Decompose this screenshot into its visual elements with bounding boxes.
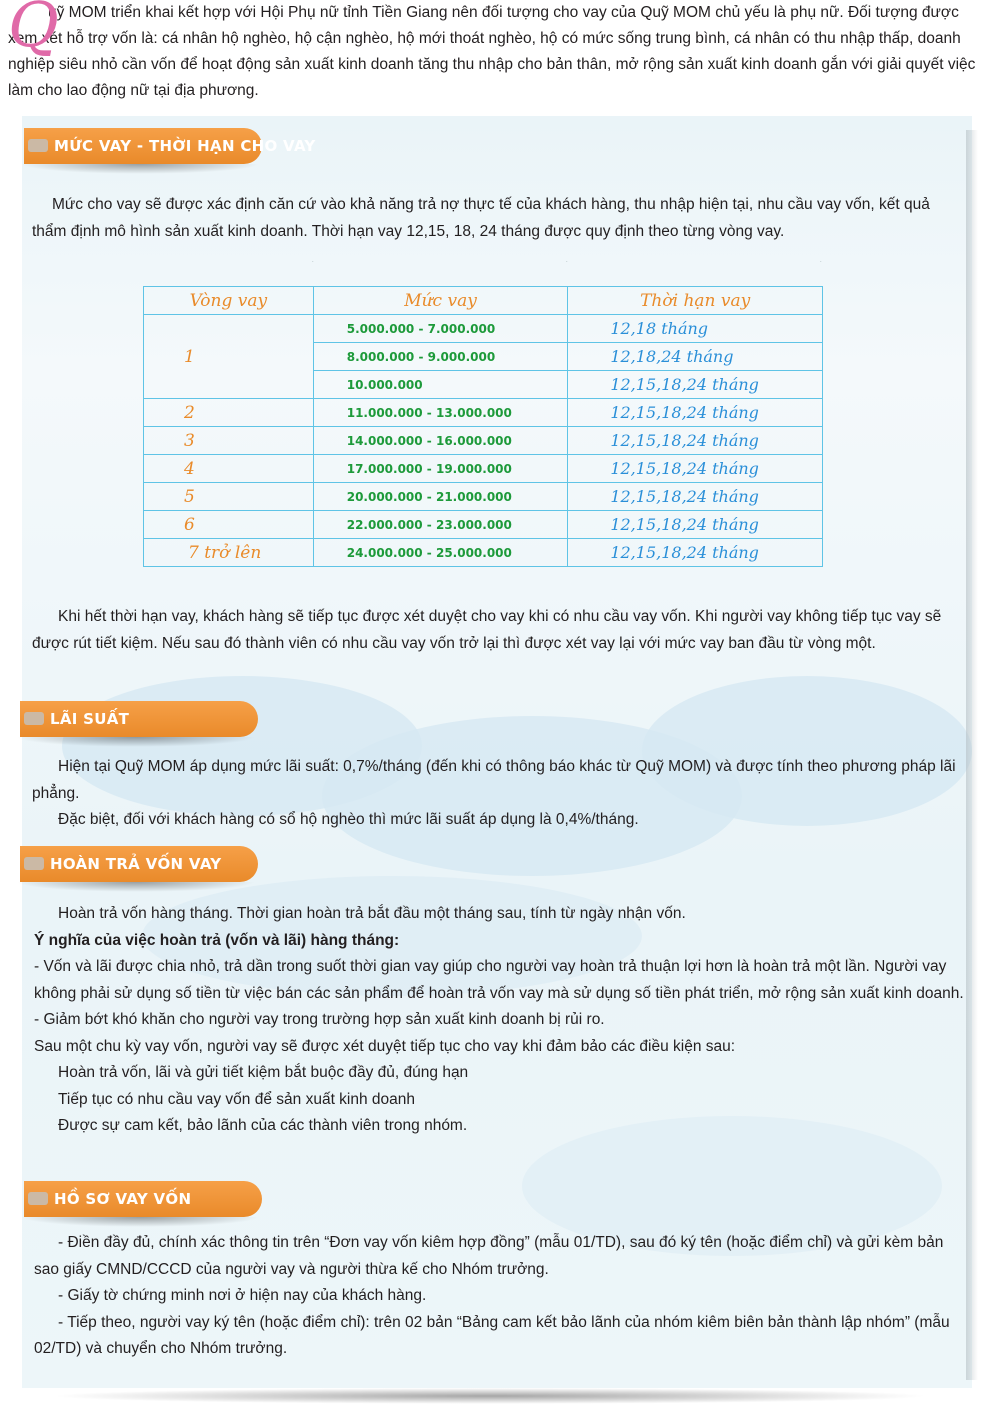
table-header-row xyxy=(144,287,823,315)
amount-cell: 5.000.000 - 7.000.000 xyxy=(313,315,568,343)
tab-nub xyxy=(28,139,48,152)
term-cell: 12,18,24 tháng xyxy=(568,343,823,371)
term-cell: 12,15,18,24 tháng xyxy=(568,511,823,539)
intro-block xyxy=(8,0,990,104)
loan-amount-paragraph: Mức cho vay sẽ được xác định căn cứ vào khả năng trả nợ thực tế của khách hàng, thu nhập hiện tại, nhu cầu vay vốn, kết quả thẩm định mô hình sản xuất kinh doanh. Thời hạn vay 12,15, 18, 24 tháng được quy định theo từng vòng vay. xyxy=(32,196,930,240)
intro-paragraph: uỹ MOM triển khai kết hợp với Hội Phụ nữ tỉnh Tiền Giang nên đối tượng cho vay của Quỹ MOM chủ yếu là phụ nữ. Đối tượng được xem xét hỗ trợ vốn là: cá nhân hộ nghèo, hộ cận nghèo, hộ mới thoát nghèo, hộ có mức sống trung bình, cá nhân có thu nhập thấp, doanh nghiệp siêu nhỏ cần vốn để hoạt động sản xuất kinh doanh tăng thu nhập cho bản thân, mở rộng sản xuất kinh doanh gắn với giải quyết việc làm cho lao động nữ tại địa phương. xyxy=(8,4,976,99)
term-cell: 12,18 tháng xyxy=(568,315,823,343)
amount-cell: 22.000.000 - 23.000.000 xyxy=(313,511,568,539)
table-row xyxy=(144,539,823,567)
section-title: HOÀN TRẢ VỐN VAY xyxy=(50,855,222,873)
column-header: Mức vay xyxy=(313,287,568,315)
amount-cell: 14.000.000 - 16.000.000 xyxy=(313,427,568,455)
round-cell: 6 xyxy=(144,511,314,539)
tab-nub xyxy=(28,1192,48,1205)
round-cell: 4 xyxy=(144,455,314,483)
section-title: MỨC VAY - THỜI HẠN CHO VAY xyxy=(54,137,316,155)
table-row xyxy=(144,399,823,427)
round-cell: 2 xyxy=(144,399,314,427)
amount-cell: 11.000.000 - 13.000.000 xyxy=(313,399,568,427)
panel-shadow xyxy=(966,130,978,1380)
tab-nub xyxy=(24,712,44,725)
section-header-loan-amount xyxy=(24,128,316,164)
documents-paragraphs: - Điền đầy đủ, chính xác thông tin trên “Đơn vay vốn kiêm hợp đồng” (mẫu 01/TD), sau đó ký tên (hoặc điểm chỉ) và gửi kèm bản sao giấy CMND/CCCD của người vay và người thừa kế cho Nhóm trưởng. - Giấy tờ chứng minh nơi ở hiện nay của khách hàng. - Tiếp theo, người vay ký tên (hoặc điểm chỉ): trên 02 bản “Bảng cam kết bảo lãnh của nhóm kiêm biên bản thành lập nhóm” (mẫu 02/TD) và chuyển cho Nhóm trưởng. xyxy=(34,1234,950,1357)
round-cell: 5 xyxy=(144,483,314,511)
section-title: HỒ SƠ VAY VỐN xyxy=(54,1190,192,1208)
after-table-paragraph: Khi hết thời hạn vay, khách hàng sẽ tiếp tục được xét duyệt cho vay khi có nhu cầu vay vốn. Khi người vay không tiếp tục vay sẽ được rút tiết kiệm. Nếu sau đó thành viên có nhu cầu vay vốn trở lại thì được xét vay lại với mức vay ban đầu từ vòng một. xyxy=(32,608,942,652)
column-header: Thời hạn vay xyxy=(568,287,823,315)
term-cell: 12,15,18,24 tháng xyxy=(568,399,823,427)
term-cell: 12,15,18,24 tháng xyxy=(568,371,823,399)
term-cell: 12,15,18,24 tháng xyxy=(568,483,823,511)
round-cell: 3 xyxy=(144,427,314,455)
term-cell: 12,15,18,24 tháng xyxy=(568,539,823,567)
interest-paragraphs: Hiện tại Quỹ MOM áp dụng mức lãi suất: 0,7%/tháng (đến khi có thông báo khác từ Quỹ MOM) và được tính theo phương pháp lãi phẳng. Đặc biệt, đối với khách hàng có sổ hộ nghèo thì mức lãi suất áp dụng là 0,4%/tháng. xyxy=(32,758,956,828)
round-cell: 7 trở lên xyxy=(144,539,314,567)
section-header-repayment xyxy=(20,846,258,882)
tab-shadow xyxy=(16,737,256,747)
drop-cap: Q xyxy=(8,0,59,61)
section-header-interest xyxy=(20,701,258,737)
section-header-loan-documents xyxy=(24,1181,262,1217)
column-header: Vòng vay xyxy=(144,287,314,315)
amount-cell: 8.000.000 - 9.000.000 xyxy=(313,343,568,371)
tab-nub xyxy=(24,857,44,870)
amount-cell: 24.000.000 - 25.000.000 xyxy=(313,539,568,567)
tab-shadow xyxy=(16,882,256,892)
table-row xyxy=(144,483,823,511)
repayment-paragraphs: Hoàn trả vốn hàng tháng. Thời gian hoàn trả bắt đầu một tháng sau, tính từ ngày nhận vốn. Ý nghĩa của việc hoàn trả (vốn và lãi) hàng tháng: - Vốn và lãi được chia nhỏ, trả dần trong suốt thời gian vay giúp cho người vay hoàn trả thuận lợi hơn là hoàn trả một lần. Người vay không phải sử dụng số tiền từ việc bán các sản phẩm để hoàn trả vốn vay mà sử dụng số tiền phát triển, mở rộng sản xuất kinh doanh. - Giảm bớt khó khăn cho người vay trong trường hợp sản xuất kinh doanh bị rủi ro. Sau một chu kỳ vay vốn, người vay sẽ được xét duyệt tiếp tục cho vay khi đảm bảo các điều kiện sau: Hoàn trả vốn, lãi và gửi tiết kiệm bắt buộc đầy đủ, đúng hạn Tiếp tục có nhu cầu vay vốn để sản xuất kinh doanh Được sự cam kết, bảo lãnh của các thành viên trong nhóm. xyxy=(34,905,964,1134)
section-title: LÃI SUẤT xyxy=(50,710,130,728)
table-row xyxy=(144,455,823,483)
term-cell: 12,15,18,24 tháng xyxy=(568,455,823,483)
term-cell: 12,15,18,24 tháng xyxy=(568,427,823,455)
tab-shadow xyxy=(20,164,260,174)
amount-cell: 10.000.000 xyxy=(313,371,568,399)
amount-cell: 20.000.000 - 21.000.000 xyxy=(313,483,568,511)
table-row xyxy=(144,315,823,343)
dot-marker: . xyxy=(312,258,314,264)
tab-shadow xyxy=(20,1217,260,1227)
table-row xyxy=(144,511,823,539)
amount-cell: 17.000.000 - 19.000.000 xyxy=(313,455,568,483)
table-row xyxy=(144,427,823,455)
dot-marker: . xyxy=(820,258,822,264)
round-cell: 1 xyxy=(144,315,314,399)
dot-marker: . xyxy=(566,258,568,264)
panel-shadow xyxy=(50,1388,930,1404)
loan-table xyxy=(143,286,823,567)
